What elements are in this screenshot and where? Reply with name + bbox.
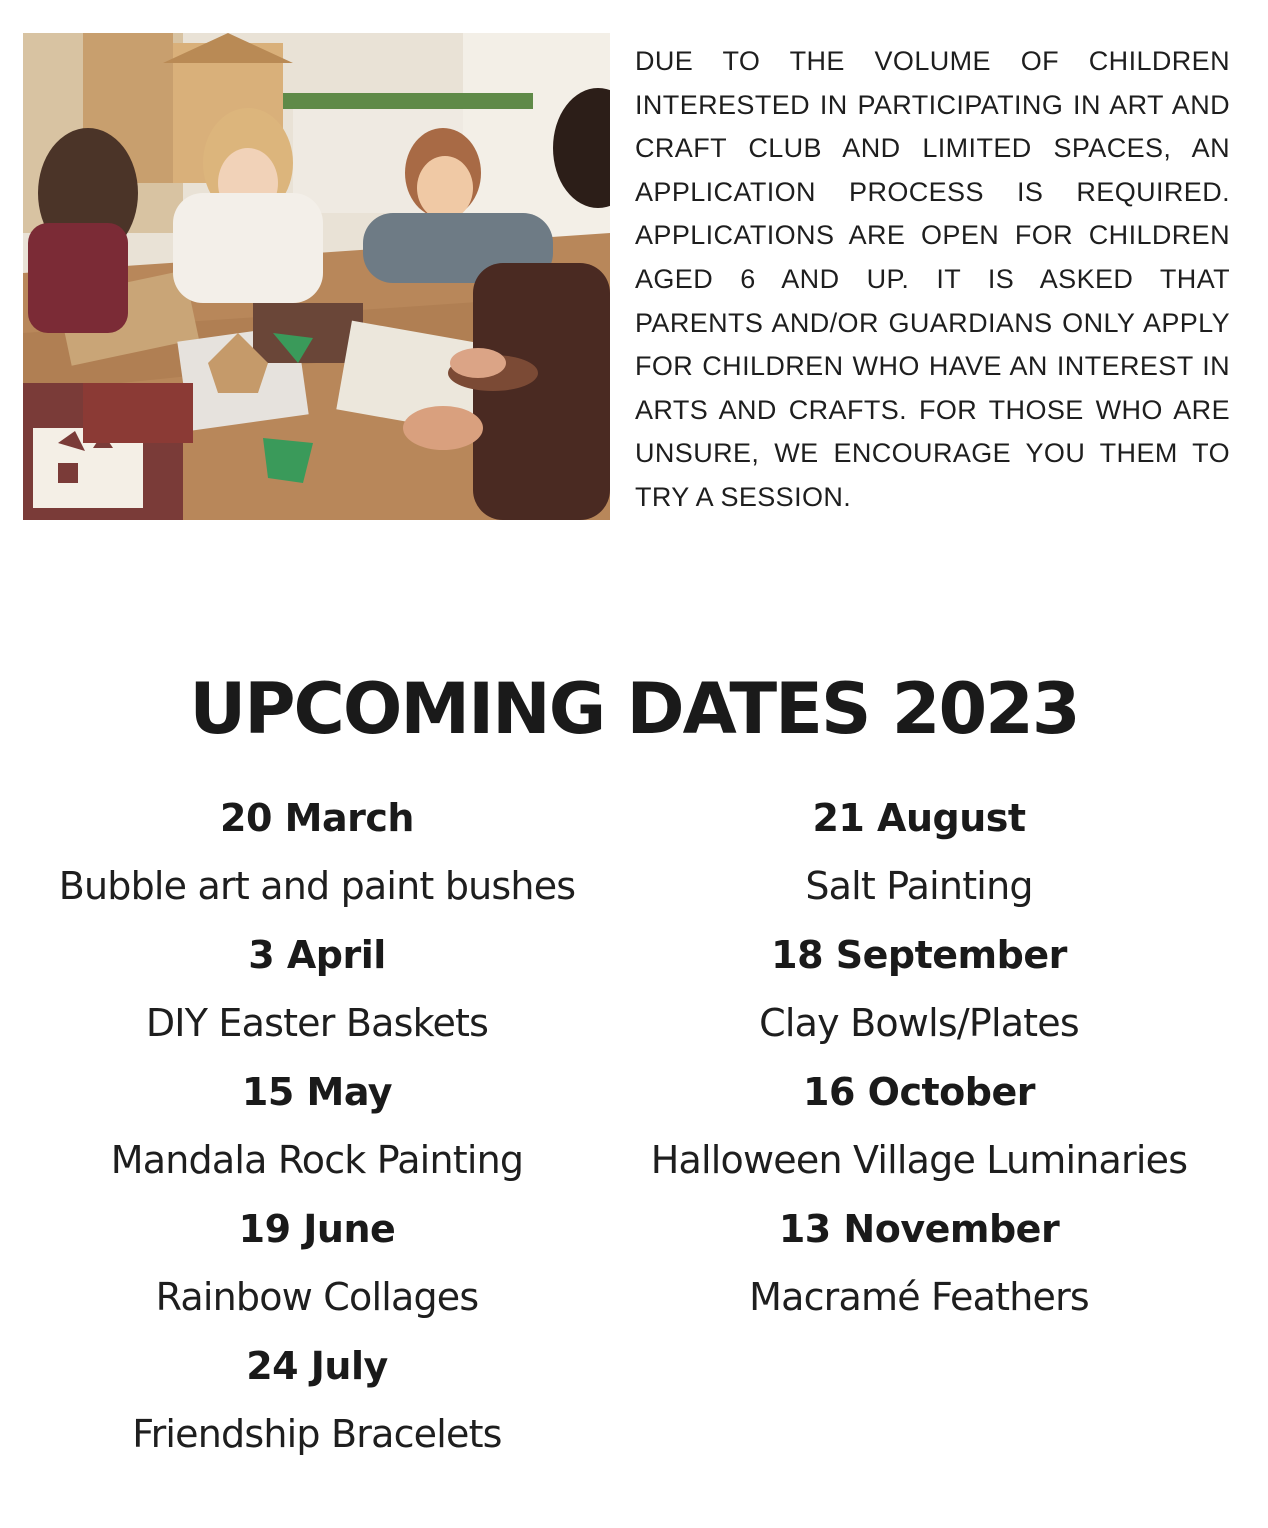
children-crafting-photo [23, 33, 610, 520]
event-activity: Salt Painting [805, 864, 1033, 908]
event-item [18, 1058, 616, 1195]
event-item [618, 784, 1220, 921]
event-date: 24 July [246, 1344, 388, 1388]
schedule-column-right [618, 784, 1220, 1332]
upcoming-dates-heading: UPCOMING DATES 2023 [189, 668, 1079, 750]
event-date: 15 May [241, 1070, 393, 1114]
event-activity: Mandala Rock Painting [110, 1138, 524, 1182]
event-activity: Friendship Bracelets [132, 1412, 502, 1456]
event-activity: Macramé Feathers [749, 1275, 1089, 1319]
event-activity: Clay Bowls/Plates [759, 1001, 1079, 1045]
event-date: 18 September [771, 933, 1067, 977]
application-info-text: DUE TO THE VOLUME OF CHILDREN INTERESTED IN PARTICIPATING IN ART AND CRAFT CLUB AND LIMITED SPACES, AN APPLICATION PROCESS IS REQUIRED. APPLICATIONS ARE OPEN FOR CHILDREN AGED 6 AND UP. IT IS ASKED THAT PARENTS AND/OR GUARDIANS ONLY APPLY FOR CHILDREN WHO HAVE AN INTEREST IN ARTS AND CRAFTS. FOR THOSE WHO ARE UNSURE, WE ENCOURAGE YOU THEM TO TRY A SESSION. [635, 46, 1230, 512]
event-item [18, 1332, 616, 1469]
event-date: 20 March [220, 796, 414, 840]
event-date: 3 April [248, 933, 386, 977]
event-date: 16 October [803, 1070, 1035, 1114]
event-date: 13 November [778, 1207, 1060, 1251]
event-item [618, 921, 1220, 1058]
event-date: 21 August [812, 796, 1026, 840]
event-item [18, 1195, 616, 1332]
event-item [18, 921, 616, 1058]
event-item [18, 784, 616, 921]
event-date: 19 June [238, 1207, 396, 1251]
event-activity: Halloween Village Luminaries [650, 1138, 1188, 1182]
event-activity: DIY Easter Baskets [145, 1001, 489, 1045]
event-item [618, 1195, 1220, 1332]
event-activity: Bubble art and paint bushes [58, 864, 576, 908]
schedule-column-left [18, 784, 616, 1469]
event-item [618, 1058, 1220, 1195]
event-activity: Rainbow Collages [155, 1275, 479, 1319]
